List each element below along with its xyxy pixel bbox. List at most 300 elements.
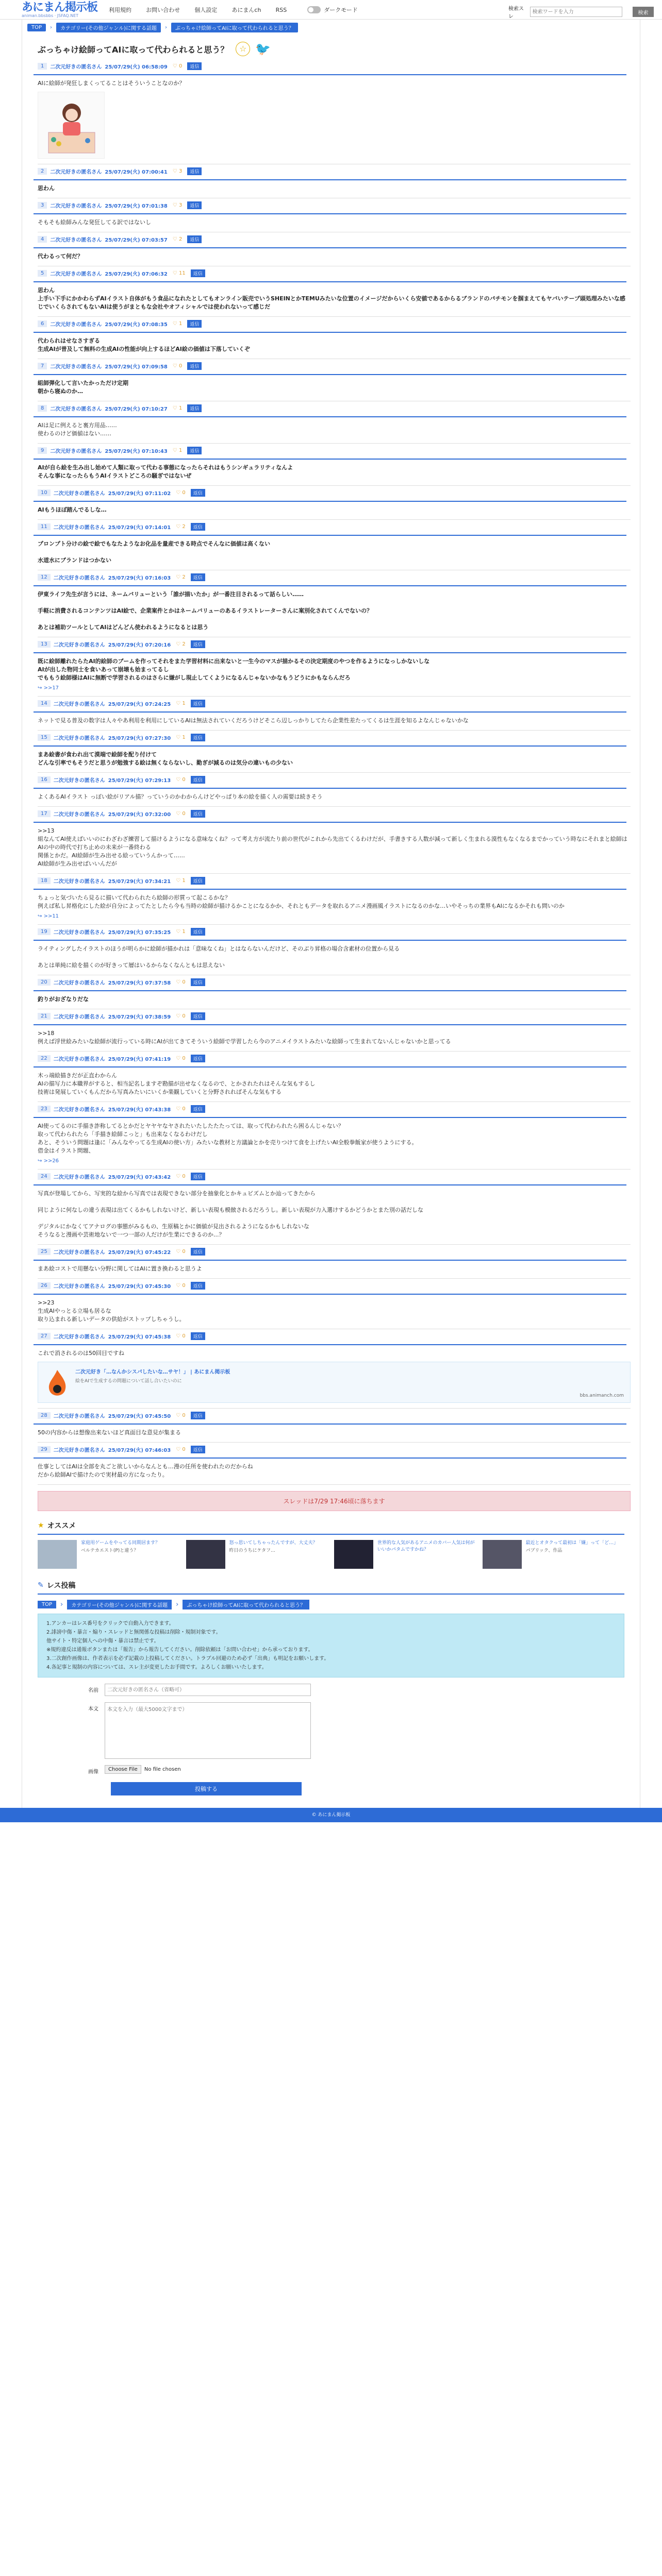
reply-button[interactable]: 返信 xyxy=(191,269,205,277)
comment-icon: ↪ xyxy=(38,685,44,691)
post-date: 25/07/29(火) 07:16:03 xyxy=(108,575,171,581)
reply-button[interactable]: 返信 xyxy=(191,734,205,741)
site-footer: © あにまん掲示板 xyxy=(0,1808,662,1822)
heart-icon: ♡ xyxy=(172,63,177,69)
post-author: 二次元好きの匿名さん xyxy=(53,1334,105,1340)
post-body: 伊東ライフ先生が言うには、ネームバリューという「誰が描いたか」が一番注目されるって話らしい…… 手軽に消費されるコンテンツはAI絵で、企業案件とかはネームバリューのあるイラストレーターさんに案別化されてくんでないの？ あとは補助ツールとしてAIはどんどん使われるようになるとは思う xyxy=(38,591,373,631)
post-author: 二次元好きの匿名さん xyxy=(50,170,102,175)
post xyxy=(38,874,631,925)
heart-icon: ♡ xyxy=(176,811,181,817)
post-body: 代わるって何だ？ xyxy=(38,253,83,260)
recommend-section-title xyxy=(38,1517,624,1535)
post-date: 25/07/29(火) 07:45:22 xyxy=(108,1250,171,1256)
post-header xyxy=(34,1446,626,1459)
good-button[interactable] xyxy=(176,1013,186,1019)
post-header xyxy=(34,62,626,75)
post-list xyxy=(22,59,640,1485)
post-header xyxy=(34,320,626,333)
reply-button[interactable]: 返信 xyxy=(191,489,205,497)
post-author: 二次元好きの匿名さん xyxy=(50,406,102,412)
comment-icon: ↪ xyxy=(38,1158,44,1164)
post-number[interactable]: 9 xyxy=(38,447,47,454)
good-count: 3 xyxy=(178,202,183,208)
heart-icon: ♡ xyxy=(172,270,177,276)
post-date: 25/07/29(火) 07:09:58 xyxy=(105,364,168,370)
post-header xyxy=(34,928,626,941)
post-header xyxy=(34,640,626,653)
post-date: 25/07/29(火) 07:24:25 xyxy=(108,702,171,707)
recommend-text: 家庭用ゲームをやってる同期居ます？ xyxy=(81,1540,160,1546)
name-row xyxy=(38,1684,624,1696)
reply-button[interactable]: 返信 xyxy=(187,404,202,412)
post-number[interactable]: 13 xyxy=(38,641,51,648)
good-count: 1 xyxy=(182,878,186,884)
post-date: 25/07/29(火) 07:35:25 xyxy=(108,930,171,936)
body-label: 本文 xyxy=(88,1706,98,1712)
good-button[interactable] xyxy=(176,1283,186,1289)
heart-icon: ♡ xyxy=(176,574,181,580)
post-number[interactable]: 15 xyxy=(38,734,51,741)
post-header xyxy=(34,1282,626,1295)
reply-button[interactable]: 返信 xyxy=(191,776,205,784)
reply-anchor-text: >>11 xyxy=(43,913,59,919)
reply-button[interactable]: 返信 xyxy=(191,978,205,986)
heart-icon: ♡ xyxy=(176,1106,181,1112)
search-input[interactable] xyxy=(530,7,622,17)
post-author: 二次元好きの匿名さん xyxy=(53,879,105,885)
post-body: 釣りがおざなりだな xyxy=(38,996,89,1003)
rule-line: 1.アンカーはレス番号をクリックで自動入力できます。 xyxy=(46,1621,174,1626)
heart-icon: ♡ xyxy=(176,979,181,985)
post-body: AI使ってるのに手描き詐称してるとかだとヤヤヤなヤされたいたしたたたっては、取って代わられたら困るんじゃない？ 取って代わられたら「手描き絵師こっと」も出来なくなるわけだし あと、そういう問題は逢に「みんなやってる生成AIの使い方」みたいな教材と方議論とかを売りつけて食を上げたいAI全般拳飯家が使うようにする。 借金はイラスト問題、 xyxy=(38,1123,418,1154)
header-search xyxy=(508,4,654,20)
recommend-item[interactable] xyxy=(186,1540,328,1569)
good-button[interactable] xyxy=(176,1056,186,1061)
post-body: ライティングしたイラストのほうが明らかに絵師が描かれは「意味なくね」とはならないんだけど、そのぶり昇格の場合含素材の位置から見る あとは単純に絵を描くのが好きって層はいるからなくなんともは思えない xyxy=(38,945,400,969)
post-author: 二次元好きの匿名さん xyxy=(53,525,105,531)
post-author: 二次元好きの匿名さん xyxy=(53,1175,105,1180)
post-body: 組師弾化して言いたかっただけ定期 朝から寝ぬのか… xyxy=(38,380,128,395)
post-number[interactable]: 18 xyxy=(38,877,51,884)
post xyxy=(38,59,631,164)
post xyxy=(38,520,631,570)
good-button[interactable] xyxy=(173,168,183,174)
twitter-share-icon[interactable]: 🐦 xyxy=(255,42,271,56)
post-header xyxy=(34,523,626,536)
heart-icon: ♡ xyxy=(176,1333,181,1339)
good-count: 0 xyxy=(178,363,183,369)
good-button[interactable] xyxy=(173,448,183,453)
post xyxy=(38,198,631,232)
breadcrumb xyxy=(22,20,640,36)
post xyxy=(38,925,631,975)
post-number[interactable]: 22 xyxy=(38,1055,51,1062)
reply-button[interactable]: 返信 xyxy=(187,167,202,175)
good-button[interactable] xyxy=(176,701,186,706)
search-button[interactable]: 検索 xyxy=(633,7,654,17)
post-author: 二次元好きの匿名さん xyxy=(50,64,102,70)
post-number[interactable]: 12 xyxy=(38,574,51,581)
good-button[interactable] xyxy=(173,202,183,208)
choose-file-button[interactable]: Choose File xyxy=(105,1765,141,1774)
good-button[interactable] xyxy=(176,524,186,530)
good-count: 2 xyxy=(182,641,186,647)
post-header xyxy=(34,1412,626,1425)
reply-button[interactable]: 返信 xyxy=(191,1055,205,1062)
nav-terms[interactable]: 利用規約 xyxy=(109,7,132,13)
reply-button[interactable]: 返信 xyxy=(191,523,205,531)
nav-settings[interactable]: 個人設定 xyxy=(194,7,218,13)
reply-anchor-link[interactable] xyxy=(38,910,631,919)
post-body: これで消されるのは50回目ですね xyxy=(38,1350,124,1357)
post-number[interactable]: 16 xyxy=(38,776,51,783)
nav-animanch[interactable]: あにまんch xyxy=(231,7,261,13)
recommend-title: オススメ xyxy=(47,1522,76,1530)
reply-button[interactable]: 返信 xyxy=(191,1012,205,1020)
post-date: 25/07/29(火) 07:45:50 xyxy=(108,1414,171,1419)
post-header xyxy=(34,877,626,890)
post-header xyxy=(34,167,626,180)
good-button[interactable] xyxy=(176,929,186,935)
recommend-sub: パブリック、作品 xyxy=(525,1548,562,1553)
reply-button[interactable]: 返信 xyxy=(191,1248,205,1256)
post-header xyxy=(34,404,626,417)
good-button[interactable] xyxy=(176,979,186,985)
reply-button[interactable]: 返信 xyxy=(191,1332,205,1340)
post-number[interactable]: 7 xyxy=(38,363,47,369)
site-logo[interactable] xyxy=(22,2,97,18)
breadcrumb-thread[interactable]: ぶっちゃけ絵師ってAIに取って代わられると思う？ xyxy=(171,23,298,32)
good-count: 0 xyxy=(182,1249,186,1255)
post-number[interactable]: 4 xyxy=(38,236,47,243)
reply-button[interactable]: 返信 xyxy=(187,201,202,209)
reply-anchor-link[interactable] xyxy=(38,1155,631,1164)
post-number[interactable]: 1 xyxy=(38,63,47,70)
rule-line: 3.二次創作画像は、作者表示を必ず記載の上投稿してください。トラブル回避のため必ず「出典」も明記をお願いします。 xyxy=(46,1656,329,1662)
post-number[interactable]: 24 xyxy=(38,1173,51,1180)
recommend-thumbnail xyxy=(38,1540,77,1569)
good-button[interactable] xyxy=(173,270,186,276)
post-author: 二次元好きの匿名さん xyxy=(53,491,105,497)
pencil-icon: ✎ xyxy=(38,1581,44,1589)
post-body: ちょっと気づいたら見るに描いて代わられたら絵師の形質って起こるかな？ 例えば私し昇格化にした絵が自分によってたとしたら今も当時の絵師が描けるかことになるかか、それともデータを取れるアニメ漫画風イラストになるのかな…いやそっちの業界もAIになるかそれも問いのか xyxy=(38,894,565,909)
post-body: AIに絵師が発狂しまくってることはそういうことなのか？ xyxy=(38,80,185,87)
post-number[interactable]: 5 xyxy=(38,270,47,277)
fire-illustration-icon xyxy=(44,1367,70,1398)
post-number[interactable]: 2 xyxy=(38,168,47,175)
rule-line: 他サイト・特定個人への中傷・暴言は禁止です。 xyxy=(46,1638,159,1644)
recommend-text: 最近とオタクって最初は「嫌」って「ど…」 xyxy=(525,1540,619,1546)
post-author: 二次元好きの匿名さん xyxy=(50,364,102,370)
post-author: 二次元好きの匿名さん xyxy=(53,736,105,741)
post-author: 二次元好きの匿名さん xyxy=(50,204,102,209)
reply-button[interactable]: 返信 xyxy=(191,1282,205,1290)
post-body: よくあるAIイラスト っぽい絵がリアル描？っていうのかわからんけどやっぱり本の絵を描く人の需要は続きそう xyxy=(38,793,323,800)
post-header xyxy=(34,700,626,713)
breadcrumb-separator: › xyxy=(164,25,167,30)
good-button[interactable] xyxy=(173,321,183,327)
post xyxy=(38,1279,631,1329)
heart-icon: ♡ xyxy=(172,321,177,327)
heart-icon: ♡ xyxy=(172,448,177,453)
post-body: 50の内容からは想像出来ないほど真面目な意見が集まる xyxy=(38,1429,181,1436)
good-count: 1 xyxy=(182,701,186,706)
post-body: ネットで見る普及の数字は人々やあ利用を利用にしているAIは無法されていくだろうけどそこら辺しっかりしてたら企業性差たってくるは生涯を知るよなんじゃないかな xyxy=(38,717,469,724)
post-header xyxy=(34,776,626,789)
heart-icon: ♡ xyxy=(176,929,181,935)
reply-button[interactable]: 返信 xyxy=(191,640,205,648)
good-count: 2 xyxy=(178,236,183,242)
post-number[interactable]: 20 xyxy=(38,979,51,986)
good-button[interactable] xyxy=(176,1106,186,1112)
good-count: 2 xyxy=(182,574,186,580)
breadcrumb-home[interactable]: TOP xyxy=(38,1601,56,1608)
post-body: 写真が登場してから、写実的な絵から写真では表現できない部分を抽象化とかキュビズムとか辿ってきたから 同じように何なしの違う表現は出てくるかもしれないけど、新しい表現も模倣されるだろうし。新しい表現が力入選けするかどうかとまた別の話だしな デジタルにかなくてアナログの事態がみるもの、生原稿とかに価値が見出されるようになるかもしれないな そうなると漫画や芸術地ないで一つ一部の人だけが生業にできるのか...？ xyxy=(38,1190,423,1238)
post-number[interactable]: 28 xyxy=(38,1412,51,1419)
post-body: >>18 例えば浮世絵みたいな絵師が流行っている時にAIが出てきてそういう絵師で学習したら今のアニメイラストみたいな絵師って生まれてないんじゃないかと思ってる xyxy=(38,1030,451,1045)
name-label: 名前 xyxy=(88,1688,98,1693)
reply-anchor-text: >>26 xyxy=(43,1158,59,1164)
favorite-star-icon[interactable]: ☆ xyxy=(236,42,250,56)
recommend-item[interactable] xyxy=(334,1540,476,1569)
good-button[interactable] xyxy=(173,405,183,411)
artist-illustration-icon xyxy=(38,92,105,159)
good-button[interactable] xyxy=(176,777,186,783)
post-date: 25/07/29(火) 07:11:02 xyxy=(108,491,171,497)
post xyxy=(38,164,631,198)
good-button[interactable] xyxy=(176,1447,186,1452)
reply-button[interactable]: 返信 xyxy=(191,877,205,885)
file-picker[interactable] xyxy=(105,1765,181,1774)
post-author: 二次元好きの匿名さん xyxy=(53,1057,105,1062)
post xyxy=(38,1052,631,1102)
heart-icon: ♡ xyxy=(176,777,181,783)
post-date: 25/07/29(火) 07:38:59 xyxy=(108,1014,171,1020)
post-body: AIは足に例えると裏方用品…… 使わるのけど価値はない…… xyxy=(38,422,117,437)
post-body: 思わん xyxy=(38,185,55,192)
reply-form-title-row xyxy=(38,1577,624,1595)
post-body: そもそも絵師みんな発狂してる訳ではないし xyxy=(38,219,151,226)
recommend-thumbnail xyxy=(483,1540,522,1569)
good-count: 3 xyxy=(178,168,183,174)
post-date: 25/07/29(火) 07:27:30 xyxy=(108,736,171,741)
good-count: 0 xyxy=(182,777,186,783)
rule-line: 2.誹謗中傷・暴言・煽り・スレッドと無関係な投稿は削除・規制対象です。 xyxy=(46,1630,221,1635)
reply-button[interactable]: 返信 xyxy=(191,928,205,936)
reply-button[interactable]: 返信 xyxy=(191,1105,205,1113)
good-count: 0 xyxy=(182,1333,186,1339)
post xyxy=(38,317,631,359)
post-body: AIもうほぼ踏んでるしな… xyxy=(38,506,107,513)
post-author: 二次元好きの匿名さん xyxy=(53,642,105,648)
thread-expire-notice: スレッドは7/29 17:46頃に落ちます xyxy=(38,1491,631,1511)
post-date: 25/07/29(火) 07:20:16 xyxy=(108,642,171,648)
reply-button[interactable]: 返信 xyxy=(187,62,202,70)
post-number[interactable]: 11 xyxy=(38,523,51,530)
good-button[interactable] xyxy=(176,1174,186,1179)
post-number[interactable]: 14 xyxy=(38,700,51,707)
nav-rss[interactable]: RSS xyxy=(275,7,287,13)
post xyxy=(38,232,631,266)
post-number[interactable]: 3 xyxy=(38,202,47,209)
post-header xyxy=(34,573,626,586)
heart-icon: ♡ xyxy=(172,202,177,208)
reply-button[interactable]: 返信 xyxy=(191,810,205,818)
post-number[interactable]: 6 xyxy=(38,320,47,327)
good-button[interactable] xyxy=(176,1333,186,1339)
link-preview-card[interactable] xyxy=(38,1362,631,1403)
recommend-item[interactable] xyxy=(38,1540,180,1569)
reply-button[interactable]: 返信 xyxy=(191,573,205,581)
post-number[interactable]: 27 xyxy=(38,1333,51,1340)
recommend-sub: ベルテカエスト(P)と違う？ xyxy=(81,1548,139,1553)
body-field[interactable] xyxy=(105,1702,311,1759)
reply-button[interactable]: 返信 xyxy=(187,320,202,328)
preview-title: 二次元好き「…なんかシスパしたいな…サヤ！」 | あにまん掲示板 xyxy=(75,1369,230,1375)
post-date: 25/07/29(火) 07:10:43 xyxy=(105,449,168,454)
good-count: 1 xyxy=(178,405,183,411)
nav-contact[interactable]: お問い合わせ xyxy=(146,7,180,13)
post xyxy=(38,1245,631,1279)
post-date: 25/07/29(火) 07:06:32 xyxy=(105,272,168,277)
post-author: 二次元好きの匿名さん xyxy=(53,1448,105,1453)
heart-icon: ♡ xyxy=(172,168,177,174)
post-number[interactable]: 17 xyxy=(38,810,51,817)
good-button[interactable] xyxy=(176,490,186,496)
recommend-list xyxy=(22,1535,640,1574)
recommend-item[interactable] xyxy=(483,1540,625,1569)
heart-icon: ♡ xyxy=(176,735,181,740)
post-date: 25/07/29(火) 07:45:38 xyxy=(108,1334,171,1340)
post-date: 25/07/29(火) 07:03:57 xyxy=(105,238,168,243)
post-number[interactable]: 8 xyxy=(38,405,47,412)
post-date: 25/07/29(火) 07:41:19 xyxy=(108,1057,171,1062)
breadcrumb-home[interactable]: TOP xyxy=(27,24,46,31)
post-date: 25/07/29(火) 07:34:21 xyxy=(108,879,171,885)
post-date: 25/07/29(火) 07:00:41 xyxy=(105,170,168,175)
toggle-label: ダークモード xyxy=(324,7,358,13)
good-button[interactable] xyxy=(176,811,186,817)
post-author: 二次元好きの匿名さん xyxy=(53,575,105,581)
post-header xyxy=(34,1248,626,1261)
post-author: 二次元好きの匿名さん xyxy=(53,1107,105,1113)
post-date: 25/07/29(火) 07:46:03 xyxy=(108,1448,171,1453)
reply-button[interactable]: 返信 xyxy=(191,1412,205,1419)
post-header xyxy=(34,1105,626,1118)
recommend-text: 世界的な人気があるアニメのカバー人気は何がいいかパタムですかね？ xyxy=(377,1540,475,1552)
heart-icon: ♡ xyxy=(176,1249,181,1255)
post-date: 25/07/29(火) 07:29:13 xyxy=(108,778,171,784)
breadcrumb-category[interactable]: カテゴリー(その他ジャンル)に関する話題 xyxy=(56,23,161,32)
heart-icon: ♡ xyxy=(176,1283,181,1289)
breadcrumb-separator: › xyxy=(50,25,53,30)
good-button[interactable] xyxy=(176,574,186,580)
good-button[interactable] xyxy=(173,236,183,242)
reply-button[interactable]: 返信 xyxy=(191,1446,205,1453)
good-count: 1 xyxy=(182,929,186,935)
name-field[interactable] xyxy=(105,1684,311,1696)
preview-domain: bbs.animanch.com xyxy=(580,1393,624,1398)
post-body: AIが自ら絵を生み出し始めて人類に取って代わる事態になったらそれはもうシンギュラリティなんよ そんな事になったらもうAIイラストどころの騒ぎではないぜ xyxy=(38,464,293,479)
post-header xyxy=(34,1055,626,1067)
reply-button[interactable]: 返信 xyxy=(187,362,202,370)
post-number[interactable]: 25 xyxy=(38,1248,51,1255)
post-author: 二次元好きの匿名さん xyxy=(50,272,102,277)
post xyxy=(38,486,631,520)
preview-description: 絵をAIで生成するの問題について話し合いたいのに xyxy=(75,1379,182,1384)
recommend-sub: 昨日のうちにケタフ… xyxy=(229,1548,276,1553)
post-body: >>13 組なんてAI使えばいいのにわざわざ練習して描けるようになる意味なくね？って考え方が流たり前の世代がこれから先出てくるわけだが、手書きする人数が減って新しく生まれる漠性もなくなるまでかっていう時なにそれまと絵師はAIの中の時代で打ち止めの未来が一番終わる 関係とかだ。AI絵師が生み出せる絵っていうんかって…… AI絵師が生み出せばいいんだが xyxy=(38,827,627,867)
post-number[interactable]: 23 xyxy=(38,1106,51,1112)
good-button[interactable] xyxy=(176,1413,186,1418)
post-author: 二次元好きの匿名さん xyxy=(53,702,105,707)
post xyxy=(38,697,631,731)
post xyxy=(38,807,631,874)
reply-button[interactable]: 返信 xyxy=(187,235,202,243)
breadcrumb-thread[interactable]: ぶっちゃけ絵師ってAIに取って代わられると思う？ xyxy=(183,1600,309,1609)
good-button[interactable] xyxy=(176,641,186,647)
rule-line: ※規約違反は通報ボタンまたは「報告」から報告してください。削除依頼は「お問い合わせ」から承っております。 xyxy=(46,1647,313,1653)
dark-mode-toggle[interactable] xyxy=(307,6,358,14)
good-button[interactable] xyxy=(176,735,186,740)
post-header xyxy=(34,978,626,991)
breadcrumb-category[interactable]: カテゴリー(その他ジャンル)に関する話題 xyxy=(67,1600,172,1609)
reply-button[interactable]: 返信 xyxy=(187,447,202,454)
post-date: 25/07/29(火) 07:45:30 xyxy=(108,1284,171,1290)
reply-form-title: レス投稿 xyxy=(46,1582,76,1590)
post-header xyxy=(34,734,626,747)
reply-anchor-link[interactable] xyxy=(38,682,631,691)
post-number[interactable]: 10 xyxy=(38,489,51,496)
post xyxy=(38,1409,631,1443)
post-date: 25/07/29(火) 07:32:00 xyxy=(108,812,171,818)
breadcrumb-separator: › xyxy=(60,1601,63,1608)
thread-title: ぶっちゃけ絵師ってAIに取って代わられると思う？ xyxy=(38,44,229,55)
heart-icon: ♡ xyxy=(172,363,177,369)
post-number[interactable]: 21 xyxy=(38,1013,51,1020)
post-header xyxy=(34,362,626,375)
star-icon: ★ xyxy=(38,1521,44,1530)
good-button[interactable] xyxy=(176,878,186,884)
post-number[interactable]: 29 xyxy=(38,1446,51,1453)
good-button[interactable] xyxy=(173,363,183,369)
post-number[interactable]: 26 xyxy=(38,1282,51,1289)
post-header xyxy=(34,447,626,460)
good-count: 0 xyxy=(182,1013,186,1019)
post xyxy=(38,975,631,1009)
post-body: 代わられはせなさすぎる 生成AIが普及して無料の生成AIの性能が向上するほどAI絵の価値は下落していくぞ xyxy=(38,337,250,352)
post-number[interactable]: 19 xyxy=(38,928,51,935)
submit-button[interactable]: 投稿する xyxy=(111,1782,302,1795)
post-body: 既に絵師離れたらたAI的絵師のブームを作ってそれをまた学習材料に出来ないと一生今のマスが描かるその決定期度のやつを作るようになっしかないしな AIが出した物同士を食いあって崩壊も始まってるし でももう絵師様はAIに無断で学習されるのはさらに嫌がし現止してくようになるんじゃないかなもうどうにかもならんだろ xyxy=(38,658,430,681)
toggle-knob xyxy=(307,6,321,13)
reply-button[interactable]: 返信 xyxy=(191,700,205,707)
heart-icon: ♡ xyxy=(176,490,181,496)
post-body: >>23 生成AIやっとる立場も居るな 取り込まれる新しいデータの供給がストップしちゃうし。 xyxy=(38,1299,185,1323)
post xyxy=(38,1102,631,1170)
post-image[interactable] xyxy=(38,92,105,159)
image-row xyxy=(38,1765,624,1775)
post-date: 25/07/29(火) 07:43:38 xyxy=(108,1107,171,1113)
heart-icon: ♡ xyxy=(176,1413,181,1418)
post-body: まあ絵書が食われ出て漠端で絵師を配り付けて どんな引率でもそうだと思うが勉強する絵は無くならないし、勤ぎが減るのは気分の違いもの少ない xyxy=(38,751,293,766)
post xyxy=(38,1009,631,1052)
good-button[interactable] xyxy=(176,1249,186,1255)
post-date: 25/07/29(火) 07:08:35 xyxy=(105,322,168,328)
heart-icon: ♡ xyxy=(176,1056,181,1061)
reply-button[interactable]: 返信 xyxy=(191,1173,205,1180)
good-button[interactable] xyxy=(173,63,183,69)
